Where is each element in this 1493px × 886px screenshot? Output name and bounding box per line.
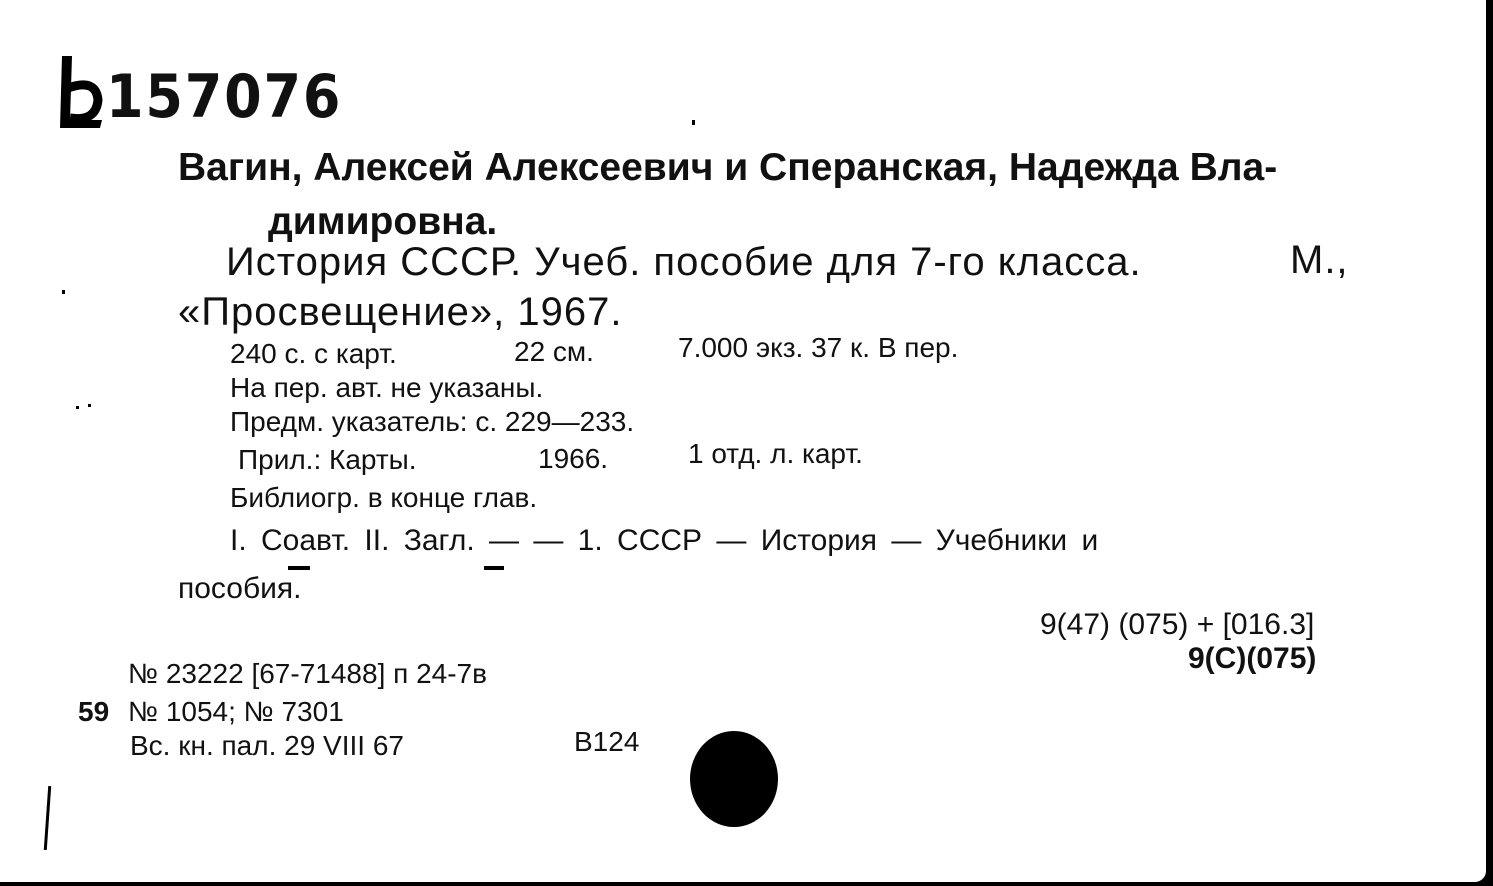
registry-line-3-code: В124 <box>574 726 640 757</box>
speck-3 <box>76 406 79 409</box>
underline-mark-1 <box>288 566 310 570</box>
classification-2: 9(С)(075) <box>1188 642 1317 675</box>
title-place: М., <box>1290 238 1349 282</box>
note-authors: На пер. авт. не указаны. <box>230 372 544 403</box>
registry-line-1: № 23222 [67-71488] п 24-7в <box>128 658 487 689</box>
author-heading-line-1: Вагин, Алексей Алексеевич и Сперанская, Надежда Вла- <box>178 146 1278 189</box>
handwritten-catalog-number: 157076 <box>106 62 343 132</box>
tracings-line-2: пособия. <box>178 572 302 605</box>
appendix-label: Прил.: Карты. <box>238 444 417 475</box>
appendix-extra: 1 отд. л. карт. <box>688 438 863 469</box>
classification-1: 9(47) (075) + [016.3] <box>1040 608 1315 641</box>
note-index: Предм. указатель: с. 229—233. <box>230 406 635 437</box>
registry-line-3: Вс. кн. пал. 29 VIII 67 <box>130 730 404 761</box>
punch-hole <box>690 731 778 827</box>
bibliography-note: Библиогр. в конце глав. <box>230 482 538 513</box>
speck-1 <box>692 120 695 125</box>
edge-mark <box>44 786 51 850</box>
tracings-line-1: I. Соавт. II. Загл. — — 1. СССР — История — Учебники и <box>230 524 1099 557</box>
title-line-2: «Просвещение», 1967. <box>178 290 623 334</box>
author-heading-line-2: димировна. <box>268 200 498 243</box>
speck-4 <box>88 404 91 407</box>
speck-2 <box>62 290 65 294</box>
collation-copies: 7.000 экз. 37 к. В пер. <box>678 332 959 363</box>
registry-line-2-prefix: 59 <box>78 696 110 727</box>
appendix-year: 1966. <box>538 443 609 474</box>
collation-pages: 240 с. с карт. <box>230 338 397 369</box>
title-line-1: История СССР. Учеб. пособие для 7-го класса. <box>226 240 1142 284</box>
collation-size: 22 см. <box>514 336 594 367</box>
registry-line-2: № 1054; № 7301 <box>128 696 344 727</box>
handwritten-letter-stamp <box>40 48 110 134</box>
underline-mark-2 <box>484 566 504 570</box>
